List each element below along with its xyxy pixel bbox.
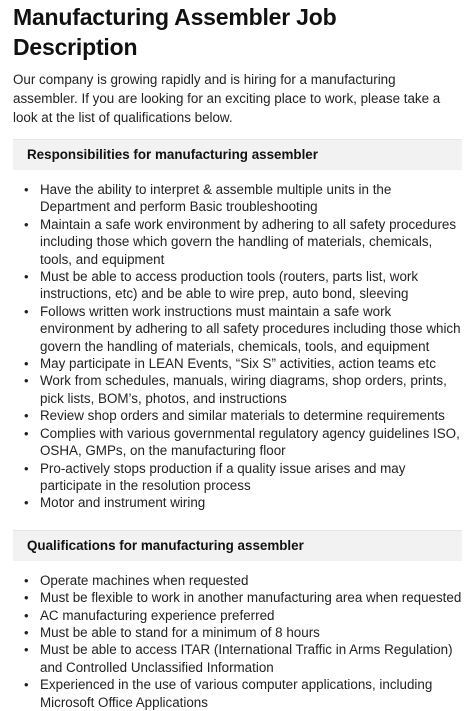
list-item: • Review shop orders and similar materials to determine requirements [24,408,445,424]
list-item: • AC manufacturing experience preferred [24,607,275,623]
responsibilities-heading: Responsibilities for manufacturing assembler [13,139,462,170]
list-item: • May participate in LEAN Events, “Six S” activities, action teams etc [24,356,436,372]
responsibilities-list [13,181,462,512]
bullet-icon: • [24,677,29,693]
list-item: • Maintain a safe work environment by adhering to all safety procedures including those which govern the handling of materials, chemicals, tools, and equipment [24,216,457,267]
bullet-icon: • [24,495,29,511]
bullet-icon: • [24,269,29,285]
bullet-icon: • [24,182,29,197]
bullet-icon: • [24,408,29,424]
bullet-icon: • [24,642,29,658]
bullet-icon: • [24,356,29,372]
bullet-icon: • [24,624,29,640]
list-item: • Must be able to stand for a minimum of 8 hours [24,624,320,640]
list-item: • Must be able to access ITAR (International Traffic in Arms Regulation) and Controlled Unclassified Information [24,642,453,675]
list-item: • Must be flexible to work in another manufacturing area when requested [24,590,462,606]
bullet-icon: • [24,216,29,232]
bullet-icon: • [24,373,29,389]
bullet-icon: • [24,303,29,319]
list-item: • Have the ability to interpret & assemble multiple units in the Department and perform Basic troubleshooting [24,182,392,215]
list-item: • Experienced in the use of various computer applications, including Microsoft Office Applications [24,677,433,710]
list-item: • Pro-actively stops production if a quality issue arises and may participate in the resolution process [24,460,406,493]
list-item: • Operate machines when requested [24,572,249,588]
page-title: Manufacturing Assembler Job Description [13,4,337,60]
bullet-icon: • [24,572,29,588]
list-item: • Motor and instrument wiring [24,495,206,511]
bullet-icon: • [24,425,29,441]
intro-paragraph: Our company is growing rapidly and is hiring for a manufacturing assembler. If you are looking for an exciting place to work, please take a look at the list of qualifications below. [13,72,441,125]
qualifications-heading: Qualifications for manufacturing assembler [13,530,462,561]
bullet-icon: • [24,607,29,623]
list-item: • Work from schedules, manuals, wiring diagrams, shop orders, prints, pick lists, BOM’s, photos, and instructions [24,373,447,406]
list-item: • Must be able to access production tools (routers, parts list, work instructions, etc) and be able to wire prep, auto bond, sleeving [24,269,419,302]
bullet-icon: • [24,460,29,476]
list-item: • Follows written work instructions must maintain a safe work environment by adhering to all safety procedures including those which govern the handling of materials, chemicals, tools, and equipment [24,303,461,354]
bullet-icon: • [24,590,29,606]
list-item: • Complies with various governmental regulatory agency guidelines ISO, OSHA, GMPs, on the manufacturing floor [24,425,460,459]
qualifications-list [13,572,462,711]
